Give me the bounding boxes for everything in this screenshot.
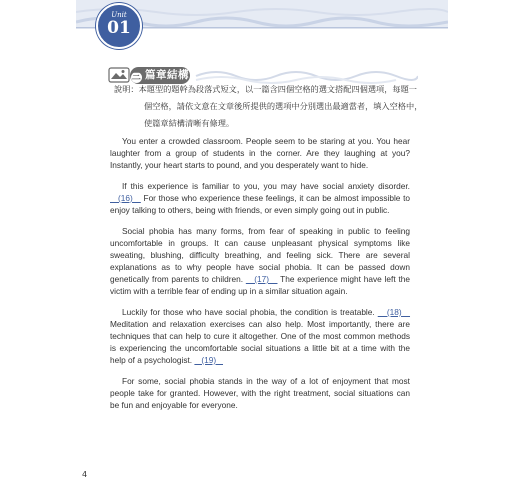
page-number: 4 <box>82 470 88 479</box>
section-title-text: 篇章結構 <box>145 69 189 81</box>
blank-18[interactable]: (18) <box>377 307 411 317</box>
blank-17[interactable]: (17) <box>245 274 278 284</box>
paragraph-4-text: Luckily for those who have social phobia, the condition is treatable. <box>122 307 378 317</box>
paragraph-3-rest: The experience might have left the victim with a terrible fear of ending up in a similar situation again. <box>110 274 410 296</box>
instructions <box>114 81 423 132</box>
paragraph-3-text: Social phobia has many forms, from fear of speaking in public to feeling uncomfortable in groups. It can cause unpleasant physical symptoms like sweating, blushing, difficulty breathing, and feeling sick. There are several explanations as to why people have social phobia. It can be passed down genetically from parents to children. <box>110 226 410 284</box>
unit-number: 01 <box>107 18 131 38</box>
blank-16[interactable]: (16) <box>110 193 141 203</box>
paragraph-3 <box>110 225 410 297</box>
instructions-line-1: 說明：本題型的題幹為段落式短文，以一篇含四個空格的選文搭配四個選項，每題一 <box>114 84 417 94</box>
instructions-line-2: 個空格，請依文意在文章後所提供的選項中分別選出最適當者，填入空格中， <box>144 101 423 111</box>
paragraph-2-text: If this experience is familiar to you, you may have social anxiety disorder. <box>122 181 410 191</box>
unit-label: Unit <box>111 11 127 19</box>
paragraph-2 <box>110 180 410 216</box>
paragraph-4-mid: Meditation and relaxation exercises can also help. Most importantly, there are techniques that can help to cure it altogether. One of the most common methods is experiencing the uncomfortable social situations a little bit at a time with the help of a psychologist. <box>110 319 410 365</box>
section-marker: 三 <box>131 72 142 82</box>
paragraph-2-rest: For those who experience these feelings, it can be almost impossible to enjoy talking to others, being with friends, or even simply going out in public. <box>110 193 411 215</box>
paragraph-4 <box>110 306 410 366</box>
instructions-line-3: 使篇章結構清晰有條理。 <box>144 118 235 128</box>
blank-19[interactable]: (19) <box>194 355 223 365</box>
reading-passage <box>110 135 410 420</box>
paragraph-5: For some, social phobia stands in the way of a lot of enjoyment that most people take for granted. However, with the right treatment, social situations can be fun and enjoyable for everyone. <box>110 376 410 410</box>
paragraph-1: You enter a crowded classroom. People seem to be staring at you. You hear laughter from a group of students in the corner. Are they laughing at you? Instantly, your heart starts to pound, and you desperately want to hide. <box>110 136 410 170</box>
unit-badge <box>96 3 142 49</box>
